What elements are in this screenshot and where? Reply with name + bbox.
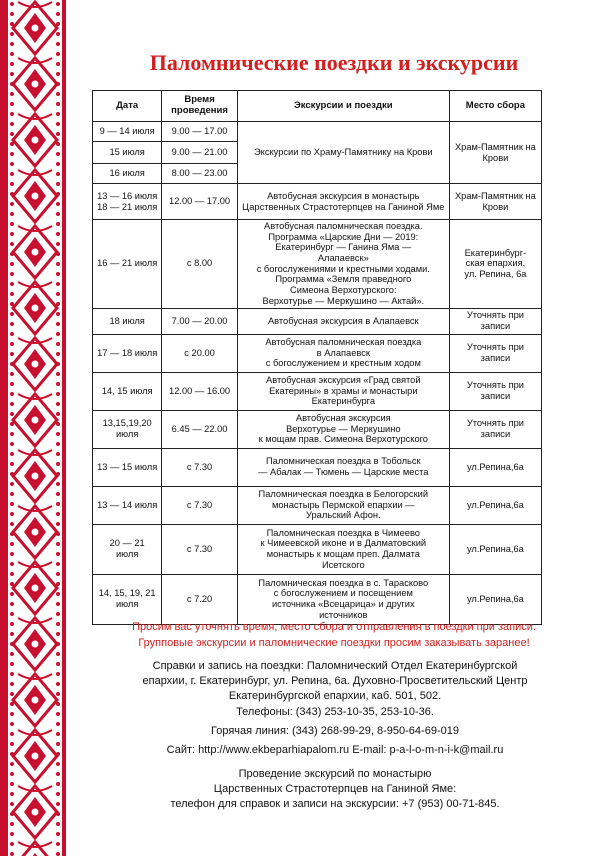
cell-date: 14, 15, 19, 21 июля — [93, 574, 162, 624]
cell-excursion: Автобусная экскурсия в Алапаевск — [237, 308, 449, 334]
cell-place: Храм-Памятник на Крови — [449, 184, 541, 220]
notice-line: Групповые экскурсии и паломнические поездки просим заказывать заранее! — [138, 637, 530, 649]
cell-date: 15 июля — [93, 142, 162, 164]
cell-place: Уточнять при записи — [449, 410, 541, 448]
header-date: Дата — [93, 91, 162, 122]
cell-date: 20 — 21 июля — [93, 524, 162, 574]
table-row — [93, 574, 542, 624]
cell-time: с 7.30 — [162, 486, 237, 524]
table-header-row — [93, 91, 542, 122]
cell-time: 12.00 — 17.00 — [162, 184, 237, 220]
cell-place: ул.Репина,6а — [449, 486, 541, 524]
cell-time: с 7.30 — [162, 524, 237, 574]
table-row — [93, 220, 542, 309]
site-email-text: Сайт: http://www.ekbeparhiapalom.ru E-mail: p-a-l-o-m-n-i-k@mail.ru — [166, 744, 504, 756]
cell-time: 12.00 — 16.00 — [162, 372, 237, 410]
ornamental-border — [0, 0, 68, 856]
table-row — [93, 184, 542, 220]
cell-excursion: Автобусная экскурсия «Град святой Екатерины» в храмы и монастыри Екатеринбурга — [237, 372, 449, 410]
cell-place: Уточнять при записи — [449, 372, 541, 410]
cell-place: Уточнять при записи — [449, 334, 541, 372]
cell-time: с 7.20 — [162, 574, 237, 624]
cell-excursion: Паломническая поездка в Белогорский монастырь Пермской епархии — Уральский Афон. — [237, 486, 449, 524]
cell-date: 13 — 16 июля 18 — 21 июля — [93, 184, 162, 220]
cell-date: 13 — 14 июля — [93, 486, 162, 524]
cell-date: 13,15,19,20 июля — [93, 410, 162, 448]
cell-time: с 20.00 — [162, 334, 237, 372]
table-row — [93, 486, 542, 524]
cell-excursion: Экскурсии по Храму-Памятнику на Крови — [237, 122, 449, 184]
table-row — [93, 308, 542, 334]
contacts-text: Справки и запись на поездки: Паломнический Отдел Екатеринбургской епархии, г. Екатеринбург, ул. Репина, 6а. Духовно-Просветительский Центр Екатеринбургской епархии, каб. 501, 502. — [142, 660, 528, 702]
cell-time: с 7.30 — [162, 448, 237, 486]
header-place: Место сбора — [449, 91, 541, 122]
cell-time: 7.00 — 20.00 — [162, 308, 237, 334]
table-row — [93, 524, 542, 574]
cell-date: 18 июля — [93, 308, 162, 334]
cell-place: ул.Репина,6а — [449, 524, 541, 574]
table-row — [93, 334, 542, 372]
table-row — [93, 372, 542, 410]
hotline-text: Горячая линия: (343) 268-99-29, 8-950-64-69-019 — [211, 725, 459, 737]
notice-line: Просим вас уточнять время, место сбора и отправления в поездки при записи. — [132, 621, 536, 633]
cell-time: 6.45 — 22.00 — [162, 410, 237, 448]
cell-time: 9.00 — 17.00 — [162, 122, 237, 142]
cell-excursion: Автобусная паломническая поездка. Программа «Царские Дни — 2019: Екатеринбург — Ганина Яма — Алапаевск» с богослужениями и крестными ходами. Программа «Земля праведного Симеона Верхотурского: Верхотурье — Меркушино — Актай». — [237, 220, 449, 309]
cell-place: ул.Репина,6а — [449, 574, 541, 624]
cell-time: 9.00 — 21.00 — [162, 142, 237, 164]
cell-place: Екатеринбург- ская епархия, ул. Репина, 6а — [449, 220, 541, 309]
table-row — [93, 122, 542, 142]
cell-excursion: Паломническая поездка в Тобольск — Абалак — Тюмень — Царские места — [237, 448, 449, 486]
table-row — [93, 410, 542, 448]
cell-date: 16 — 21 июля — [93, 220, 162, 309]
cell-place: ул.Репина,6а — [449, 448, 541, 486]
cell-excursion: Паломническая поездка в Чимеево к Чимеевской иконе и в Далматовский монастырь к мощам преп. Далмата Исетского — [237, 524, 449, 574]
cell-time: с 8.00 — [162, 220, 237, 309]
cell-excursion: Автобусная экскурсия в монастырь Царственных Страстотерпцев на Ганиной Яме — [237, 184, 449, 220]
cell-place: Уточнять при записи — [449, 308, 541, 334]
cell-date: 13 — 15 июля — [93, 448, 162, 486]
cell-date: 9 — 14 июля — [93, 122, 162, 142]
cell-excursion: Автобусная экскурсия Верхотурье — Меркушино к мощам прав. Симеона Верхотурского — [237, 410, 449, 448]
phones-text: Телефоны: (343) 253-10-35, 253-10-36. — [236, 706, 434, 718]
header-excursion: Экскурсии и поездки — [237, 91, 449, 122]
cell-place: Храм-Памятник на Крови — [449, 122, 541, 184]
cell-excursion: Автобусная паломническая поездка в Алапаевск с богослужением и крестным ходом — [237, 334, 449, 372]
schedule-table — [92, 90, 542, 625]
cell-date: 14, 15 июля — [93, 372, 162, 410]
cell-time: 8.00 — 23.00 — [162, 164, 237, 184]
header-time: Время проведения — [162, 91, 237, 122]
ganina-excursions-text: Проведение экскурсий по монастырю Царственных Страстотерпцев на Ганиной Яме: телефон для справок и записи на экскурсии: +7 (953) 00-71-845. — [170, 768, 500, 810]
notice-block — [68, 619, 600, 651]
cell-date: 17 — 18 июля — [93, 334, 162, 372]
page-title: Паломнические поездки и экскурсии — [149, 50, 519, 75]
table-row — [93, 448, 542, 486]
cell-excursion: Паломническая поездка в с. Тарасково с богослужением и посещением источника «Всецарица» и других источников — [237, 574, 449, 624]
cell-date: 16 июля — [93, 164, 162, 184]
